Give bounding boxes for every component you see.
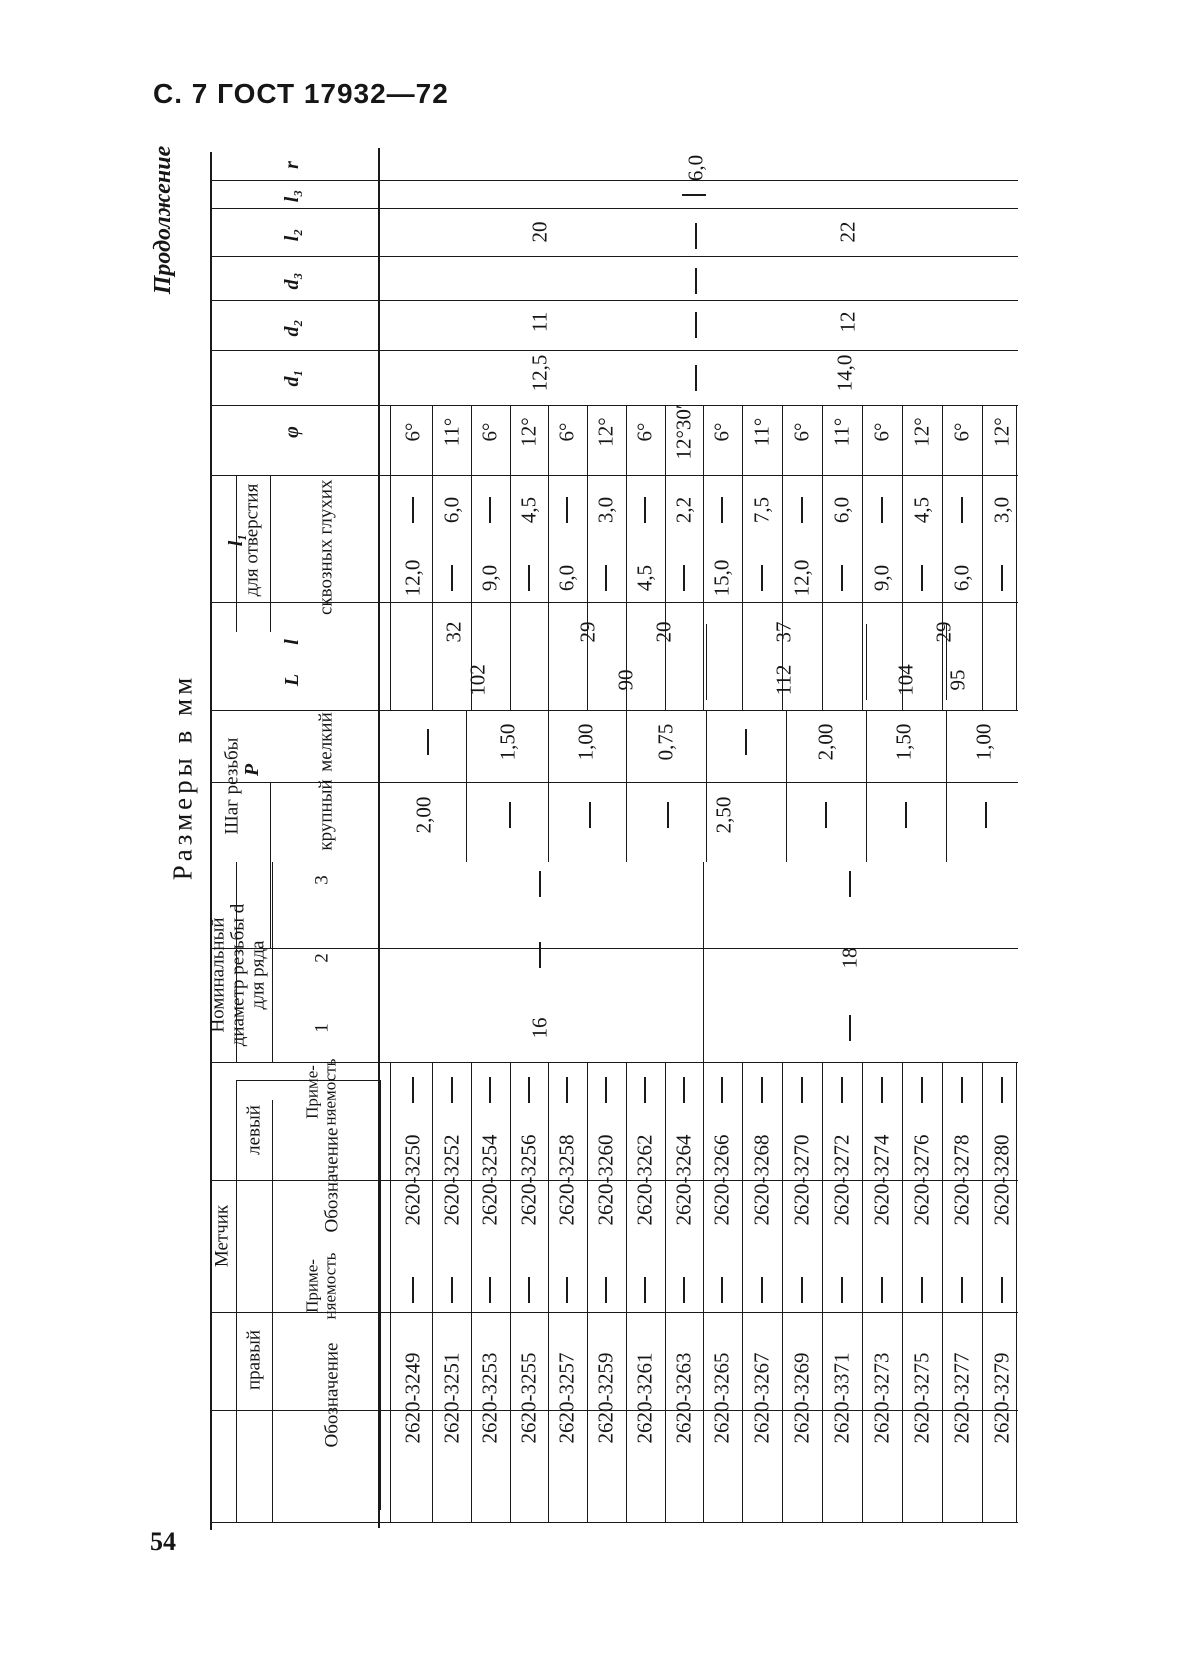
cell-levyi-7: 2620-3264 [671, 1134, 696, 1226]
cell-skvoz-4: 6,0 [554, 564, 579, 592]
l2-val-0: 20 [527, 221, 552, 243]
primen-levyi-dash-7 [683, 1077, 685, 1103]
cell-phi-6: 6° [632, 422, 657, 442]
row-sep-pravyi-5 [587, 1312, 588, 1522]
header-d2: d₂ [281, 319, 303, 337]
row-sep-levyi-4 [548, 1062, 549, 1180]
cell-phi-5: 12° [593, 417, 618, 447]
cell-levyi-14: 2620-3278 [949, 1134, 974, 1226]
row-sep-levyi-6 [626, 1062, 627, 1180]
header-nom-diam-3: для ряда [247, 940, 269, 1010]
cell-phi-13: 12° [909, 417, 934, 447]
row-sep-phi-14 [942, 405, 943, 710]
column-boundary-13 [210, 256, 1018, 257]
primen-levyi-dash-15 [1001, 1077, 1003, 1103]
cell-gluh-5: 3,0 [593, 496, 618, 524]
column-boundary-9 [210, 475, 1018, 476]
row-sep-levyi-7 [665, 1062, 666, 1180]
column-boundary-14 [210, 208, 1018, 209]
header-nom-diam: Номинальный [207, 917, 229, 1033]
row-sep-levyi-1 [432, 1062, 433, 1180]
header-melkii: мелкий [315, 712, 337, 772]
cell-phi-0: 6° [400, 422, 425, 442]
shag-mel-3: 2,00 [813, 723, 838, 761]
d1-dash [695, 365, 697, 391]
primen-levyi-dash-1 [451, 1077, 453, 1103]
cell-pravyi-12: 2620-3273 [869, 1352, 894, 1444]
page-header: С. 7 ГОСТ 17932—72 [153, 78, 449, 109]
row-sep-phi-6 [626, 405, 627, 710]
shag-mel-sep-6 [946, 710, 947, 782]
header-l1: l₁ [225, 533, 247, 547]
l1-split [236, 475, 237, 632]
header-krupnyi: крупный [315, 779, 337, 851]
column-boundary-11 [210, 350, 1018, 351]
shag-krup-1: 2,50 [711, 796, 736, 834]
cell-pravyi-8: 2620-3265 [709, 1352, 734, 1444]
header-l2: l₂ [281, 228, 303, 242]
row-sep-levyi-12 [862, 1062, 863, 1180]
cell-gluh-13: 4,5 [909, 496, 934, 524]
row-sep-levyi-5 [587, 1062, 588, 1180]
continuation-caption: Продолжение [150, 145, 176, 295]
header-primen-pravyi: Приме- [302, 1259, 322, 1313]
row-sep-pravyi-12 [862, 1312, 863, 1522]
gluh-dash-12 [881, 497, 883, 523]
column-boundary-7 [210, 710, 1018, 711]
cell-phi-9: 11° [749, 417, 774, 447]
skvoz-dash-3 [528, 565, 530, 591]
row-sep-pravyi-1 [432, 1312, 433, 1522]
row-sep-primen-1 [432, 1180, 433, 1312]
cell-pravyi-9: 2620-3267 [749, 1352, 774, 1444]
row-sep-phi-9 [742, 405, 743, 710]
row-sep-levyi-0 [390, 1062, 391, 1180]
cell-pravyi-13: 2620-3275 [909, 1352, 934, 1444]
primen-pravyi-dash-11 [841, 1277, 843, 1303]
shag-krup-sep-6 [946, 782, 947, 862]
cell-phi-3: 12° [516, 417, 541, 447]
row-sep-phi-7 [665, 405, 666, 710]
diam-row2-18: 18 [837, 947, 862, 969]
L-val-0: 102 [465, 664, 490, 696]
diam-row3-dash-a [539, 871, 541, 897]
cell-gluh-11: 6,0 [829, 496, 854, 524]
cell-phi-10: 6° [789, 422, 814, 442]
row-sep-levyi-10 [782, 1062, 783, 1180]
cell-pravyi-14: 2620-3277 [949, 1352, 974, 1444]
cell-levyi-11: 2620-3272 [829, 1134, 854, 1226]
header-levyi: левый [243, 1105, 265, 1155]
shag-krup-dash-3 [825, 802, 827, 828]
header-primen-pravyi-2: няемость [320, 1252, 340, 1320]
row-sep-phi-15 [982, 405, 983, 710]
row-sep-pravyi-14 [942, 1312, 943, 1522]
header-shag-p: P [241, 763, 263, 777]
cell-levyi-9: 2620-3268 [749, 1134, 774, 1226]
header-d1: d₁ [281, 369, 303, 387]
primen-levyi-dash-4 [566, 1077, 568, 1103]
cell-levyi-8: 2620-3266 [709, 1134, 734, 1226]
d1-val-0: 12,5 [527, 354, 552, 392]
cell-levyi-4: 2620-3258 [554, 1134, 579, 1226]
primen-levyi-dash-11 [841, 1077, 843, 1103]
cell-pravyi-10: 2620-3269 [789, 1352, 814, 1444]
l2-val-1: 22 [835, 221, 860, 243]
row-sep-levyi-11 [822, 1062, 823, 1180]
row-sep-levyi-8 [703, 1062, 704, 1180]
primen-pravyi-dash-9 [761, 1277, 763, 1303]
row-sep-primen-9 [742, 1180, 743, 1312]
cell-gluh-7: 2,2 [671, 496, 696, 524]
cell-pravyi-7: 2620-3263 [671, 1352, 696, 1444]
gluh-dash-14 [961, 497, 963, 523]
cell-levyi-2: 2620-3254 [477, 1134, 502, 1226]
primen-pravyi-dash-6 [644, 1277, 646, 1303]
shag-krup-sep-4 [786, 782, 787, 862]
row-sep-primen-2 [471, 1180, 472, 1312]
skvoz-dash-13 [921, 565, 923, 591]
primen-levyi-dash-14 [961, 1077, 963, 1103]
cell-skvoz-2: 9,0 [477, 564, 502, 592]
row-sep-pravyi-13 [902, 1312, 903, 1522]
row-sep-primen-4 [548, 1180, 549, 1312]
cell-pravyi-6: 2620-3261 [632, 1352, 657, 1444]
primen-levyi-dash-5 [605, 1077, 607, 1103]
row-sep-phi-11 [822, 405, 823, 710]
shag-krup-sep-5 [866, 782, 867, 862]
gluh-dash-10 [801, 497, 803, 523]
cell-pravyi-11: 2620-3371 [829, 1352, 854, 1444]
primen-levyi-dash-2 [489, 1077, 491, 1103]
primen-pravyi-dash-8 [721, 1277, 723, 1303]
cell-pravyi-4: 2620-3257 [554, 1352, 579, 1444]
row-sep-pravyi-3 [510, 1312, 511, 1522]
skvoz-dash-9 [761, 565, 763, 591]
row-sep-primen-12 [862, 1180, 863, 1312]
row-sep-phi-12 [862, 405, 863, 710]
cell-phi-1: 11° [439, 417, 464, 447]
diam-group-sep [703, 862, 704, 1062]
header-r: r [281, 161, 303, 169]
diam-row2-dash-a [539, 942, 541, 968]
shag-krup-dash-5 [985, 802, 987, 828]
cell-phi-15: 12° [989, 417, 1014, 447]
primen-levyi-dash-3 [528, 1077, 530, 1103]
header-l: l [281, 639, 303, 645]
d2-val-0: 11 [527, 311, 552, 333]
header-row-3: 3 [311, 875, 333, 885]
gluh-dash-8 [721, 497, 723, 523]
primen-pravyi-dash-14 [961, 1277, 963, 1303]
cell-phi-14: 6° [949, 422, 974, 442]
l1-sub-split [270, 475, 271, 632]
header-oboznachenie-levyi: Обозначение [321, 1127, 343, 1233]
gluh-dash-6 [644, 497, 646, 523]
l2-dash [695, 223, 697, 249]
shag-mel-5: 1,00 [971, 723, 996, 761]
shag-mel-dash-a [427, 729, 429, 755]
column-boundary-5 [210, 948, 1018, 949]
shag-krup-0: 2,00 [411, 796, 436, 834]
cell-pravyi-2: 2620-3253 [477, 1352, 502, 1444]
cell-levyi-15: 2620-3280 [989, 1134, 1014, 1226]
l-val-0: 32 [441, 621, 466, 643]
shag-krup-sep-1 [548, 782, 549, 862]
metchik-split [236, 1080, 237, 1522]
row-sep-primen-10 [782, 1180, 783, 1312]
cell-levyi-1: 2620-3252 [439, 1134, 464, 1226]
shag-krup-dash-0 [509, 802, 511, 828]
body-left [380, 1080, 381, 1510]
header-primen-levyi-2: няемость [320, 1058, 340, 1126]
row-sep-pravyi-10 [782, 1312, 783, 1522]
L-sep-0 [548, 624, 549, 700]
header-primen-levyi: Приме- [302, 1065, 322, 1119]
primen-pravyi-dash-2 [489, 1277, 491, 1303]
row-sep-levyi-16 [1016, 1062, 1017, 1180]
header-row-1: 1 [311, 1023, 333, 1033]
L-sep-3 [946, 624, 947, 700]
d1-val-1: 14,0 [832, 354, 857, 392]
gluh-dash-4 [566, 497, 568, 523]
header-row-2: 2 [311, 953, 333, 963]
row-sep-pravyi-4 [548, 1312, 549, 1522]
shag-mel-dash-b [745, 729, 747, 755]
units-subtitle: Размеры в мм [167, 673, 198, 881]
skvoz-dash-5 [605, 565, 607, 591]
row-sep-pravyi-8 [703, 1312, 704, 1522]
cell-levyi-13: 2620-3276 [909, 1134, 934, 1226]
row-sep-pravyi-11 [822, 1312, 823, 1522]
row-sep-primen-13 [902, 1180, 903, 1312]
primen-pravyi-dash-5 [605, 1277, 607, 1303]
shag-mel-sep-1 [548, 710, 549, 782]
column-boundary-15 [210, 180, 1018, 181]
row-sep-pravyi-15 [982, 1312, 983, 1522]
cell-phi-2: 6° [477, 422, 502, 442]
row-sep-levyi-2 [471, 1062, 472, 1180]
l-val-4: 29 [931, 621, 956, 643]
shag-mel-sep-4 [786, 710, 787, 782]
row-sep-phi-0 [390, 405, 391, 710]
gluh-dash-2 [489, 497, 491, 523]
shag-krup-dash-4 [905, 802, 907, 828]
cell-gluh-1: 6,0 [439, 496, 464, 524]
diam-row1-16: 16 [527, 1017, 552, 1039]
cell-skvoz-12: 9,0 [869, 564, 894, 592]
cell-skvoz-8: 15,0 [709, 559, 734, 597]
frame-left [210, 152, 212, 1530]
row-sep-primen-0 [390, 1180, 391, 1312]
L-val-2: 112 [771, 664, 796, 696]
skvoz-dash-11 [841, 565, 843, 591]
header-oboznachenie-pravyi: Обозначение [321, 1342, 343, 1448]
column-boundary-12 [210, 300, 1018, 301]
shag-mel-sep-5 [866, 710, 867, 782]
row-sep-phi-16 [1016, 405, 1017, 710]
primen-pravyi-dash-7 [683, 1277, 685, 1303]
header-glukhikh: глухих [315, 479, 337, 535]
header-l1-sub: для отверстия [241, 483, 263, 597]
header-d3: d₃ [281, 272, 303, 290]
shag-krup-sep-2 [626, 782, 627, 862]
row-sep-levyi-3 [510, 1062, 511, 1180]
primen-levyi-dash-8 [721, 1077, 723, 1103]
diam-row1-dash-b [849, 1015, 851, 1041]
row-sep-pravyi-7 [665, 1312, 666, 1522]
l-val-1: 29 [575, 621, 600, 643]
shag-mel-sep-3 [706, 710, 707, 782]
header-pravyi: правый [243, 1329, 265, 1391]
shag-split [270, 782, 271, 948]
primen-levyi-dash-9 [761, 1077, 763, 1103]
row-sep-pravyi-16 [1016, 1312, 1017, 1522]
primen-levyi-dash-13 [921, 1077, 923, 1103]
row-sep-phi-5 [587, 405, 588, 710]
shag-krup-sep-3 [706, 782, 707, 862]
row-sep-levyi-15 [982, 1062, 983, 1180]
L-sep-2 [866, 624, 867, 700]
column-boundary-10 [210, 405, 1018, 406]
cell-gluh-3: 4,5 [516, 496, 541, 524]
skvoz-dash-15 [1001, 565, 1003, 591]
cell-pravyi-5: 2620-3259 [593, 1352, 618, 1444]
row-sep-primen-5 [587, 1180, 588, 1312]
cell-levyi-10: 2620-3270 [789, 1134, 814, 1226]
cell-pravyi-3: 2620-3255 [516, 1352, 541, 1444]
primen-pravyi-dash-12 [881, 1277, 883, 1303]
l-val-3: 37 [771, 621, 796, 643]
header-skvoznykh: сквозных [315, 539, 337, 615]
shag-mel-0: 1,50 [495, 723, 520, 761]
shag-mel-2: 0,75 [653, 723, 678, 761]
primen-pravyi-dash-13 [921, 1277, 923, 1303]
header-nom-diam-2: диаметр резьбы d [227, 903, 249, 1047]
primen-levyi-dash-10 [801, 1077, 803, 1103]
row-sep-primen-3 [510, 1180, 511, 1312]
primen-levyi-dash-12 [881, 1077, 883, 1103]
d2-val-1: 12 [835, 311, 860, 333]
diam-row3-dash-b [849, 871, 851, 897]
header-metchik: Метчик [211, 1204, 233, 1268]
d3-dash [695, 268, 697, 294]
row-sep-levyi-13 [902, 1062, 903, 1180]
primen-pravyi-dash-0 [412, 1277, 414, 1303]
row-sep-phi-8 [703, 405, 704, 710]
shag-krup-dash-2 [667, 802, 669, 828]
row-split [272, 862, 273, 1062]
L-val-4: 95 [945, 669, 970, 691]
header-shag: Шаг резьбы [221, 737, 243, 835]
skvoz-dash-1 [451, 565, 453, 591]
cell-levyi-12: 2620-3274 [869, 1134, 894, 1226]
levyi-split [272, 1100, 273, 1180]
l-val-2: 20 [651, 621, 676, 643]
shag-krup-dash-1 [589, 802, 591, 828]
primen-pravyi-dash-4 [566, 1277, 568, 1303]
primen-levyi-dash-6 [644, 1077, 646, 1103]
cell-levyi-5: 2620-3260 [593, 1134, 618, 1226]
cell-gluh-15: 3,0 [989, 496, 1014, 524]
header-L: L [281, 673, 303, 687]
row-sep-primen-16 [1016, 1180, 1017, 1312]
row-sep-primen-15 [982, 1180, 983, 1312]
cell-skvoz-14: 6,0 [949, 564, 974, 592]
cell-phi-12: 6° [869, 422, 894, 442]
L-sep-1 [706, 624, 707, 700]
cell-skvoz-10: 12,0 [789, 559, 814, 597]
shag-mel-sep-0 [466, 710, 467, 782]
cell-levyi-0: 2620-3250 [400, 1134, 425, 1226]
row-sep-primen-11 [822, 1180, 823, 1312]
skvoz-dash-7 [683, 565, 685, 591]
cell-levyi-3: 2620-3256 [516, 1134, 541, 1226]
r-val: 6,0 [683, 154, 708, 182]
header-l3: l₃ [281, 189, 303, 203]
primen-levyi-dash-0 [412, 1077, 414, 1103]
L-val-1: 90 [613, 669, 638, 691]
row-sep-primen-8 [703, 1180, 704, 1312]
d2-dash [695, 312, 697, 338]
cell-levyi-6: 2620-3262 [632, 1134, 657, 1226]
cell-gluh-9: 7,5 [749, 496, 774, 524]
row-sep-pravyi-6 [626, 1312, 627, 1522]
cell-skvoz-6: 4,5 [632, 564, 657, 592]
cell-pravyi-1: 2620-3251 [439, 1352, 464, 1444]
row-sep-pravyi-0 [390, 1312, 391, 1522]
shag-krup-sep-0 [466, 782, 467, 862]
L-val-3: 104 [893, 664, 918, 696]
cell-phi-4: 6° [554, 422, 579, 442]
row-sep-primen-6 [626, 1180, 627, 1312]
row-sep-pravyi-2 [471, 1312, 472, 1522]
primen-pravyi-dash-15 [1001, 1277, 1003, 1303]
row-sep-primen-7 [665, 1180, 666, 1312]
cell-phi-11: 11° [829, 417, 854, 447]
primen-pravyi-dash-10 [801, 1277, 803, 1303]
shag-mel-1: 1,00 [573, 723, 598, 761]
column-boundary-0 [210, 1522, 1018, 1523]
primen-pravyi-dash-1 [451, 1277, 453, 1303]
row-sep-levyi-14 [942, 1062, 943, 1180]
cell-pravyi-15: 2620-3279 [989, 1352, 1014, 1444]
shag-mel-sep-2 [626, 710, 627, 782]
r-dash [682, 194, 706, 196]
shag-mel-4: 1,50 [891, 723, 916, 761]
header-phi: φ [281, 426, 303, 438]
cell-phi-7: 12°30′ [671, 404, 696, 460]
cell-phi-8: 6° [709, 422, 734, 442]
row-sep-pravyi-9 [742, 1312, 743, 1522]
gluh-dash-0 [412, 497, 414, 523]
primen-pravyi-dash-3 [528, 1277, 530, 1303]
row-sep-phi-3 [510, 405, 511, 710]
cell-pravyi-0: 2620-3249 [400, 1352, 425, 1444]
row-sep-phi-1 [432, 405, 433, 710]
cell-skvoz-0: 12,0 [400, 559, 425, 597]
row-sep-primen-14 [942, 1180, 943, 1312]
row-sep-levyi-9 [742, 1062, 743, 1180]
page-number: 54 [150, 1527, 176, 1556]
